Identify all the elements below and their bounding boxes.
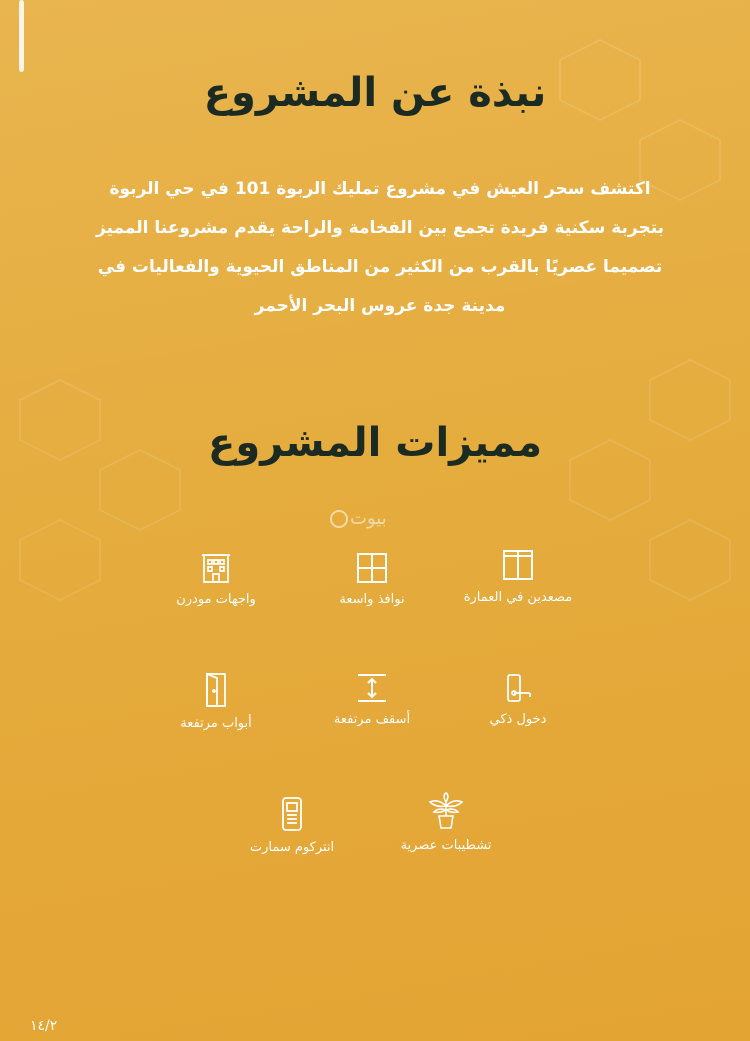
feature-modern-finishes [366, 792, 526, 853]
feature-label: نوافذ واسعة [339, 592, 405, 607]
intro-title: نبذة عن المشروع [203, 70, 547, 116]
window-icon [356, 552, 388, 584]
watermark-logo-icon [330, 510, 348, 528]
features-title: مميزات المشروع [208, 420, 542, 466]
feature-high-doors [136, 672, 296, 731]
feature-label: دخول ذكي [489, 712, 547, 727]
intro-paragraph: اكتشف سحر العيش في مشروع تمليك الربوة 101 في حي الربوة بتجربة سكنية فريدة تجمع بين الفخامة والراحة يقدم مشروعنا المميز تصميما عصريًا بالقرب من الكثير من المناطق الحيوية والفعاليات في مدينة جدة عروس البحر الأحمر [95, 179, 665, 316]
smart-lock-icon [502, 672, 534, 704]
feature-label: أبواب مرتفعة [180, 716, 252, 731]
feature-high-ceilings [292, 672, 452, 727]
door-icon [200, 672, 232, 708]
ceiling-height-icon [356, 672, 388, 704]
watermark: بيوت [330, 508, 387, 529]
feature-modern-facades [136, 552, 296, 607]
plant-icon [426, 792, 466, 830]
page-number: ١٤/٢ [30, 1018, 58, 1034]
feature-label: انتركوم سمارت [249, 840, 335, 855]
intercom-icon [276, 796, 308, 832]
feature-label: تشطيبات عصرية [400, 838, 492, 853]
feature-label: واجهات مودرن [176, 592, 256, 607]
feature-smart-intercom [212, 796, 372, 855]
feature-label: أسقف مرتفعة [333, 712, 411, 727]
feature-elevators [438, 548, 598, 605]
feature-label: مصعدين في العمارة [463, 590, 573, 605]
scrollbar[interactable] [19, 0, 24, 72]
elevator-icon [501, 548, 535, 582]
feature-windows [292, 552, 452, 607]
feature-smart-entry [438, 672, 598, 727]
building-icon [200, 552, 232, 584]
